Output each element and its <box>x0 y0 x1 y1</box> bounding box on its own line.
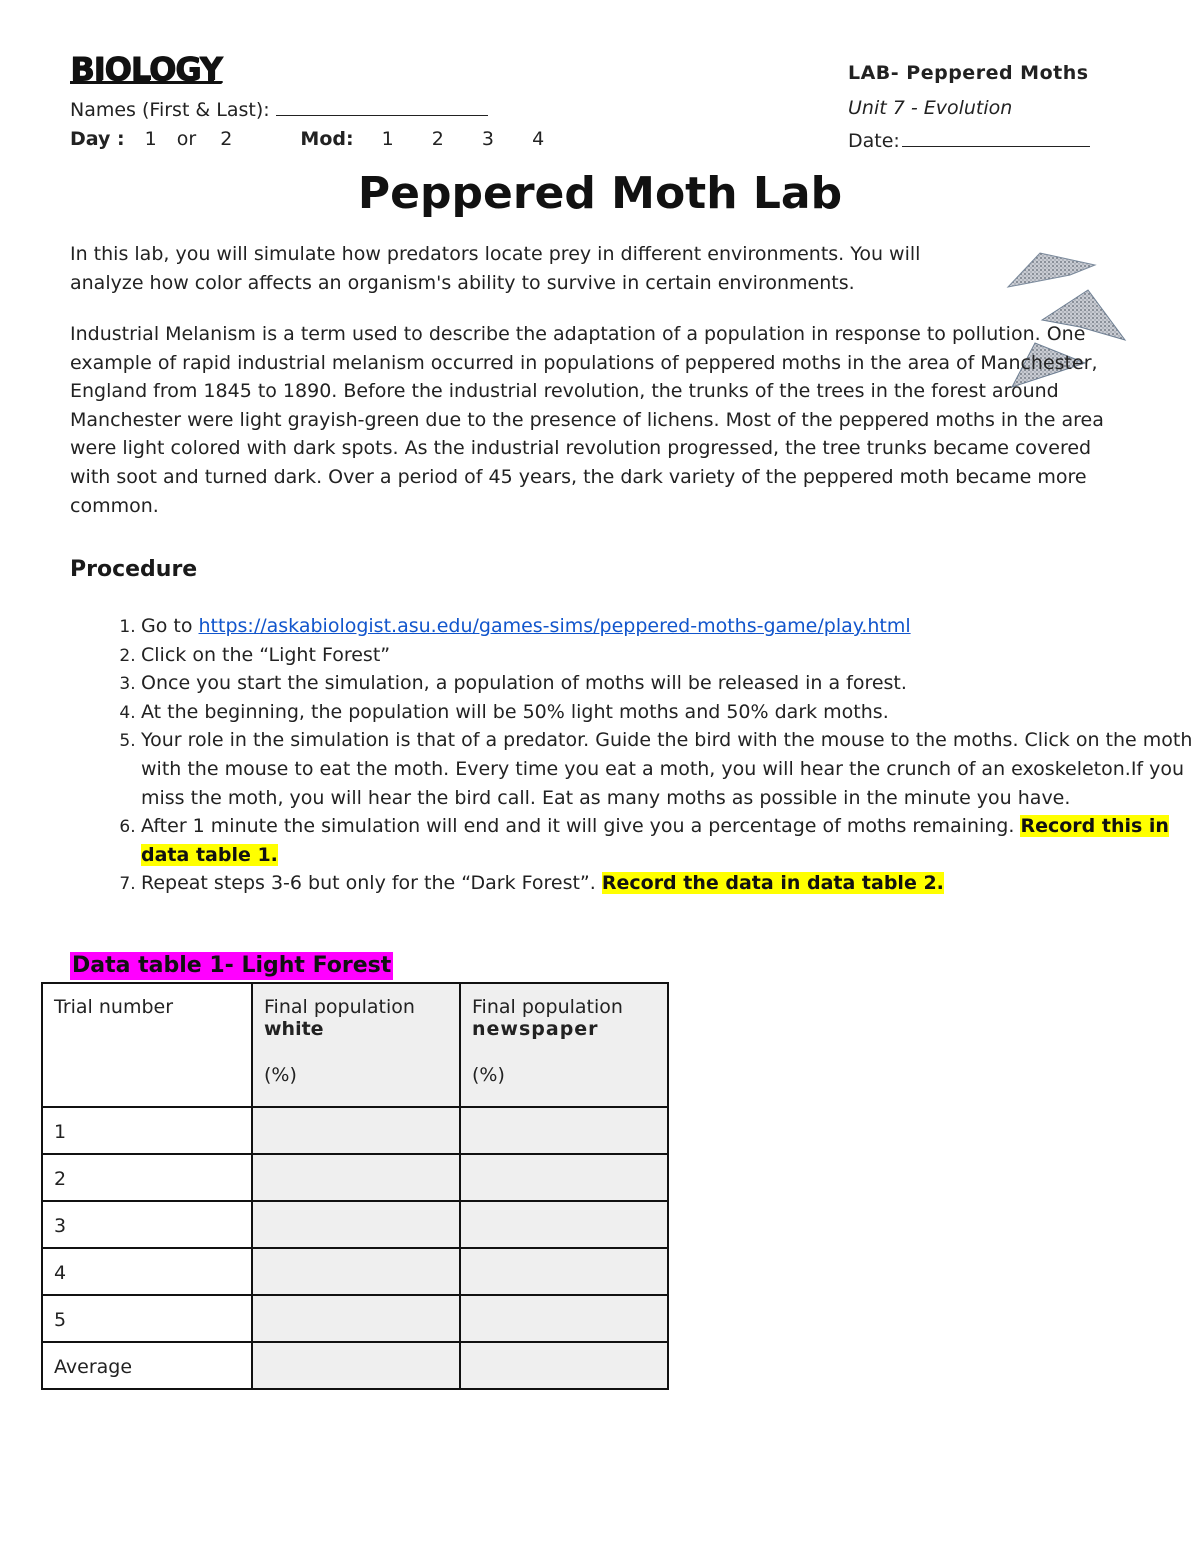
page-title: Peppered Moth Lab <box>357 168 843 219</box>
step-6 <box>141 812 1200 869</box>
step-1-text: Go to <box>141 615 199 637</box>
row-label: 3 <box>42 1201 252 1248</box>
table-row <box>42 1201 668 1248</box>
cell-white-3[interactable] <box>252 1201 460 1248</box>
cell-newspaper-average[interactable] <box>460 1342 668 1389</box>
row-label: 4 <box>42 1248 252 1295</box>
data-table-1 <box>41 982 669 1390</box>
cell-newspaper-5[interactable] <box>460 1295 668 1342</box>
cell-white-1[interactable] <box>252 1107 460 1154</box>
procedure-heading: Procedure <box>70 557 198 582</box>
mod-label: Mod: <box>300 128 354 150</box>
cell-newspaper-2[interactable] <box>460 1154 668 1201</box>
mod-option-4[interactable]: 4 <box>532 128 545 150</box>
subject-title: BIOLOGY <box>70 50 222 88</box>
step-2: 2. Click on the “Light Forest” <box>141 641 1200 670</box>
row-label: 2 <box>42 1154 252 1201</box>
table-row <box>42 1107 668 1154</box>
simulation-link[interactable]: https://askabiologist.asu.edu/games-sims/peppered-moths-game/play.html <box>198 615 911 637</box>
day-mod-row <box>70 128 544 150</box>
table-row <box>42 1154 668 1201</box>
step-7-highlight: Record the data in data table 2. <box>601 872 944 895</box>
step-1 <box>141 612 1200 641</box>
step-6-highlight: Record this in data table 1. <box>141 815 1169 866</box>
names-blank[interactable] <box>276 97 488 116</box>
row-label: Average <box>42 1342 252 1389</box>
intro-paragraph-1: In this lab, you will simulate how predators locate prey in different environments. You will analyze how color affects an organism's ability to survive in certain environments. <box>70 243 921 294</box>
day-option-2[interactable]: 2 <box>220 128 233 150</box>
day-option-1[interactable]: 1 <box>144 128 157 150</box>
step-3: 3. Once you start the simulation, a population of moths will be released in a forest. <box>141 669 1200 698</box>
names-label: Names (First & Last): <box>70 99 270 121</box>
names-row <box>70 97 488 121</box>
table-row <box>42 1248 668 1295</box>
table-row <box>42 1342 668 1389</box>
cell-newspaper-3[interactable] <box>460 1201 668 1248</box>
cell-white-4[interactable] <box>252 1248 460 1295</box>
table-header-row <box>42 983 668 1107</box>
date-row <box>848 128 1090 152</box>
step-4: 4. At the beginning, the population will be 50% light moths and 50% dark moths. <box>141 698 1200 727</box>
mod-option-2[interactable]: 2 <box>431 128 444 150</box>
intro-paragraph-2: Industrial Melanism is a term used to describe the adaptation of a population in response to pollution. One example of rapid industrial melanism occurred in populations of peppered moths in the area of Manchester, England from 1845 to 1890. Before the industrial revolution, the trunks of the trees in the forest around Manchester were light grayish-green due to the presence of lichens. Most of the peppered moths in the area were light colored with dark spots. As the industrial revolution progressed, the tree trunks became covered with soot and turned dark. Over a period of 45 years, the dark variety of the peppered moth became more common. <box>70 323 1104 517</box>
header-trial-number: Trial number <box>42 983 252 1107</box>
data-table-1-title: Data table 1- Light Forest <box>72 953 392 978</box>
cell-white-5[interactable] <box>252 1295 460 1342</box>
mod-option-1[interactable]: 1 <box>381 128 394 150</box>
table-row <box>42 1295 668 1342</box>
lab-title: LAB- Peppered Moths <box>848 62 1089 84</box>
row-label: 1 <box>42 1107 252 1154</box>
step-7 <box>141 869 1200 898</box>
moth-icon <box>1008 253 1095 287</box>
row-label: 5 <box>42 1295 252 1342</box>
cell-white-average[interactable] <box>252 1342 460 1389</box>
cell-newspaper-1[interactable] <box>460 1107 668 1154</box>
step-5: 5. Your role in the simulation is that of a predator. Guide the bird with the mouse to the moths. Click on the moth with the mouse to eat the moth. Every time you eat a moth, you will hear the crunch of an exoskeleton.If you miss the moth, you will hear the bird call. Eat as many moths as possible in the minute you have. <box>141 726 1200 812</box>
day-or: or <box>176 128 197 150</box>
date-blank[interactable] <box>902 128 1090 147</box>
date-label: Date: <box>848 130 900 152</box>
step-6-text: After 1 minute the simulation will end and it will give you a percentage of moths remaining. <box>141 815 1021 838</box>
day-label: Day : <box>70 128 125 150</box>
header-white: Final population white (%) <box>252 983 460 1107</box>
unit-label: Unit 7 - Evolution <box>848 97 1013 119</box>
cell-newspaper-4[interactable] <box>460 1248 668 1295</box>
procedure-steps <box>70 612 1200 898</box>
header-newspaper: Final population newspaper (%) <box>460 983 668 1107</box>
mod-option-3[interactable]: 3 <box>481 128 495 150</box>
step-7-text: Repeat steps 3-6 but only for the “Dark Forest”. <box>141 872 602 895</box>
cell-white-2[interactable] <box>252 1154 460 1201</box>
